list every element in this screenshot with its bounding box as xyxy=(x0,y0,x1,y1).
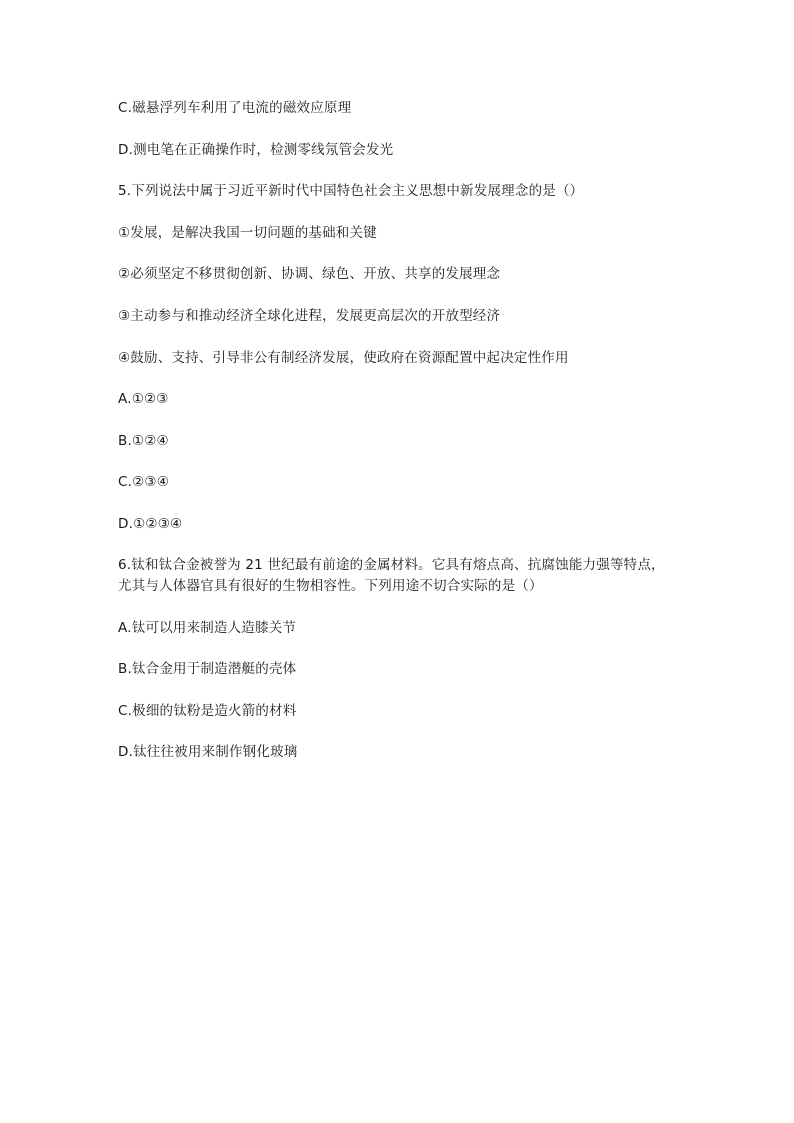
q4-option-c: C.磁悬浮列车利用了电流的磁效应原理 xyxy=(118,100,352,116)
q5-item-2: ②必须坚定不移贯彻创新、协调、绿色、开放、共享的发展理念 xyxy=(118,266,501,282)
q6-option-c: C.极细的钛粉是造火箭的材料 xyxy=(118,703,297,719)
q5-item-4: ④鼓励、支持、引导非公有制经济发展，使政府在资源配置中起决定性作用 xyxy=(118,350,569,366)
q6-option-b: B.钛合金用于制造潜艇的壳体 xyxy=(118,661,297,677)
q5-option-b: B.①②④ xyxy=(118,433,169,449)
q5-option-c: C.②③④ xyxy=(118,474,170,490)
q6-stem-line-1: 6.钛和钛合金被誉为 21 世纪最有前途的金属材料。它具有熔点高、抗腐蚀能力强等特点， xyxy=(118,557,665,573)
q5-option-a: A.①②③ xyxy=(118,391,169,407)
q5-item-1: ①发展，是解决我国一切问题的基础和关键 xyxy=(118,225,377,241)
q6-option-a: A.钛可以用来制造人造膝关节 xyxy=(118,620,297,636)
q5-stem: 5.下列说法中属于习近平新时代中国特色社会主义思想中新发展理念的是（） xyxy=(118,183,584,199)
q5-item-3: ③主动参与和推动经济全球化进程，发展更高层次的开放型经济 xyxy=(118,308,501,324)
q6-stem-line-2: 尤其与人体器官具有很好的生物相容性。下列用途不切合实际的是（） xyxy=(118,578,543,594)
q4-option-d: D.测电笔在正确操作时，检测零线氖管会发光 xyxy=(118,142,394,158)
q5-option-d: D.①②③④ xyxy=(118,516,183,532)
q6-option-d: D.钛往往被用来制作钢化玻璃 xyxy=(118,744,298,760)
